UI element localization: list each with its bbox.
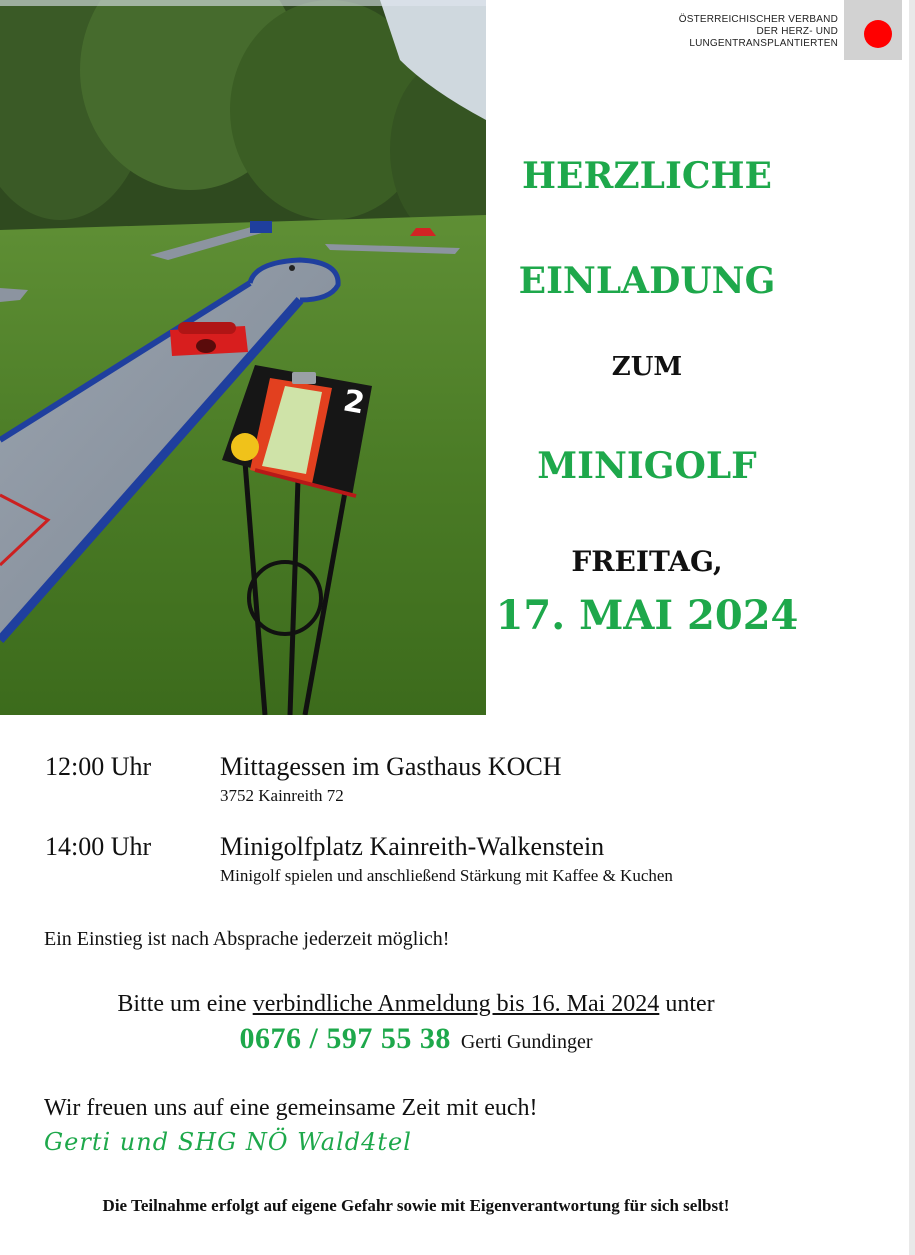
headline-weekday: FREITAG, [571, 545, 723, 578]
registration-prefix: Bitte um eine [117, 991, 253, 1017]
schedule-title: Minigolfplatz Kainreith-Walkenstein [220, 832, 605, 861]
phone-line [0, 1022, 832, 1056]
entry-note: Ein Einstieg ist nach Absprache jederzeit möglich! [44, 928, 450, 950]
schedule-detail: Minigolf spielen und anschließend Stärkung mit Kaffee & Kuchen [220, 866, 673, 885]
org-name [679, 14, 838, 50]
schedule-time: 14:00 Uhr [45, 832, 152, 861]
signature: Gerti und SHG NÖ Wald4tel [44, 1128, 412, 1156]
headline-minigolf: MINIGOLF [537, 445, 757, 487]
scorecard-number: 2 [340, 383, 368, 422]
schedule-time: 12:00 Uhr [45, 752, 152, 781]
schedule-detail: 3752 Kainreith 72 [220, 786, 344, 805]
disclaimer: Die Teilnahme erfolgt auf eigene Gefahr sowie mit Eigenverantwortung für sich selbst! [102, 1196, 730, 1215]
closing-text: Wir freuen uns auf eine gemeinsame Zeit mit euch! [44, 1095, 538, 1121]
schedule-title: Mittagessen im Gasthaus KOCH [220, 752, 562, 781]
headline-herzliche: HERZLICHE [522, 155, 772, 197]
org-name-line-1: ÖSTERREICHISCHER VERBAND [678, 14, 838, 25]
contact-name: Gerti Gundinger [460, 1031, 593, 1053]
registration-deadline: verbindliche Anmeldung bis 16. Mai 2024 [252, 991, 660, 1017]
headline-zum: ZUM [611, 352, 683, 382]
registration-suffix: unter [659, 991, 715, 1017]
org-name-line-3: LUNGENTRANSPLANTIERTEN [689, 38, 838, 49]
phone-number: 0676 / 597 55 38 [239, 1022, 451, 1055]
headline-einladung: EINLADUNG [518, 260, 776, 302]
org-logo [844, 0, 902, 60]
logo-red-dot [864, 20, 892, 48]
page-edge [909, 0, 915, 1255]
org-name-line-2: DER HERZ- UND [756, 26, 838, 37]
minigolf-photo [0, 0, 486, 715]
headline-date: 17. MAI 2024 [495, 592, 799, 639]
registration-text [0, 991, 832, 1018]
